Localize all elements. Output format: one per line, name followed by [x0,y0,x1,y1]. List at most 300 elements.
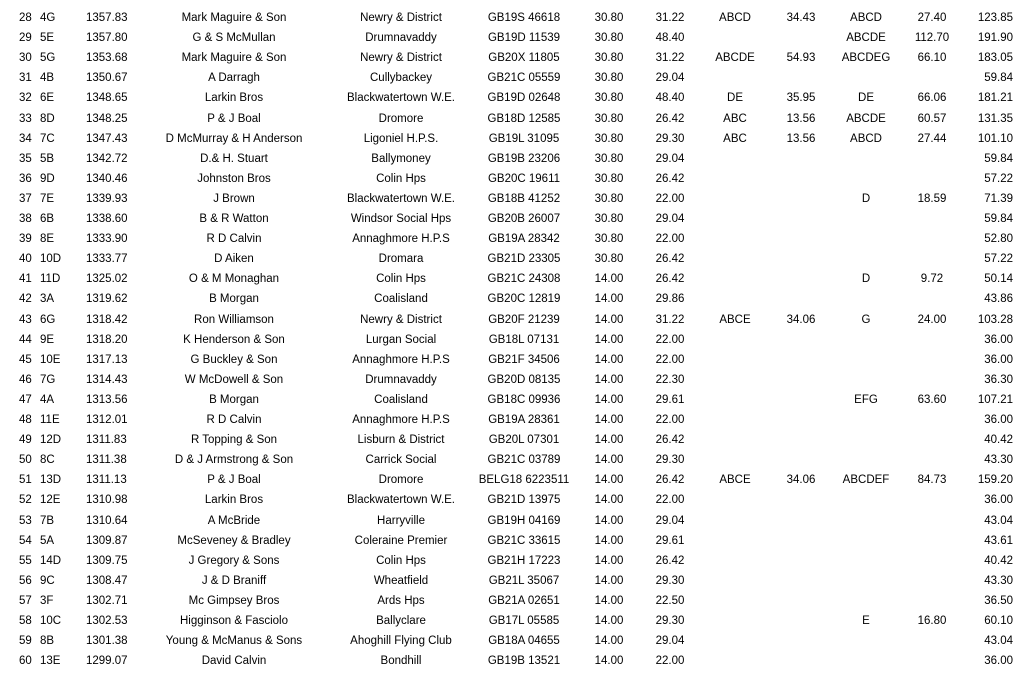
owner-cell: G Buckley & Son [190,353,278,366]
club-cell: Colin Hps [376,554,426,567]
pen-cell: 5A [40,534,55,547]
pool-b-cell: ABCD [850,132,882,145]
owner-cell: J Gregory & Sons [188,554,280,567]
pen-cell: 7C [40,132,55,145]
pool-b-amount-cell: 63.60 [917,393,947,406]
position-cell: 52 [19,494,32,507]
pool-a-amount-cell: 35.95 [786,92,816,105]
position-cell: 41 [19,273,32,286]
club-cell: Dromara [378,253,424,266]
pen-cell: 5B [40,152,55,165]
prize2-cell: 31.22 [655,313,685,326]
ring-cell: GB17L 05585 [488,615,560,627]
position-cell: 59 [19,635,32,648]
prize2-cell: 22.50 [655,594,685,607]
position-cell: 44 [19,333,32,346]
velocity-cell: 1338.60 [86,213,128,225]
pool-a-amount-cell: 13.56 [786,112,816,125]
pen-cell: 11D [40,273,61,286]
table-row [0,511,1034,531]
owner-cell: Larkin Bros [204,92,264,105]
owner-cell: Mark Maguire & Son [181,52,287,65]
prize2-cell: 29.04 [655,514,685,527]
position-cell: 39 [19,233,32,246]
table-row [0,470,1034,490]
position-cell: 32 [19,92,32,105]
prize2-cell: 48.40 [655,92,685,105]
owner-cell: A McBride [207,514,261,527]
owner-cell: P & J Boal [207,112,261,125]
ring-cell: GB19B 13521 [487,655,561,668]
prize2-cell: 29.04 [655,152,685,165]
prize-cell: 14.00 [594,414,624,426]
total-cell: 191.90 [977,32,1013,45]
club-cell: Coalisland [374,393,428,406]
velocity-cell: 1309.87 [86,534,128,547]
table-row [0,591,1034,611]
total-cell: 183.05 [977,52,1013,65]
prize2-cell: 22.00 [655,494,685,507]
club-cell: Newry & District [360,313,442,326]
owner-cell: D McMurray & H Anderson [165,132,303,145]
pool-b-amount-cell: 66.10 [917,52,947,65]
prize2-cell: 29.04 [655,635,685,648]
prize-cell: 14.00 [594,313,624,326]
position-cell: 50 [19,454,32,467]
prize2-cell: 29.30 [655,454,685,467]
velocity-cell: 1317.13 [86,353,128,366]
ring-cell: GB18D 12585 [487,112,561,125]
ring-cell: GB18A 04655 [488,635,560,648]
total-cell: 43.30 [984,574,1013,587]
pen-cell: 8E [40,233,55,246]
position-cell: 58 [19,615,32,627]
club-cell: Newry & District [360,52,442,65]
total-cell: 43.61 [984,534,1013,547]
prize2-cell: 29.30 [655,615,685,627]
ring-cell: GB21F 34506 [488,353,560,366]
prize-cell: 30.80 [594,92,624,105]
velocity-cell: 1310.64 [86,514,128,527]
owner-cell: Larkin Bros [204,494,264,507]
position-cell: 40 [19,253,32,266]
total-cell: 43.04 [984,514,1013,527]
position-cell: 45 [19,353,32,366]
prize2-cell: 26.42 [655,474,685,487]
owner-cell: P & J Boal [207,474,261,487]
position-cell: 49 [19,434,32,447]
velocity-cell: 1350.67 [86,72,128,85]
total-cell: 40.42 [984,554,1013,567]
velocity-cell: 1333.77 [86,253,128,266]
owner-cell: J Brown [213,192,255,205]
position-cell: 57 [19,594,32,607]
total-cell: 36.50 [984,594,1013,607]
pool-b-cell: D [861,192,871,205]
prize2-cell: 22.00 [655,333,685,346]
club-cell: Ahoghill Flying Club [350,635,452,648]
total-cell: 43.86 [984,293,1013,306]
ring-cell: GB21C 24308 [487,273,561,286]
velocity-cell: 1314.43 [86,373,128,386]
velocity-cell: 1333.90 [86,233,128,246]
prize-cell: 14.00 [594,615,624,627]
ring-cell: GB19H 04169 [487,514,561,527]
owner-cell: W McDowell & Son [184,373,284,386]
velocity-cell: 1340.46 [86,172,128,185]
owner-cell: Higginson & Fasciolo [179,615,289,627]
prize2-cell: 26.42 [655,434,685,447]
velocity-cell: 1325.02 [86,273,128,286]
velocity-cell: 1309.75 [86,554,128,567]
position-cell: 34 [19,132,32,145]
velocity-cell: 1308.47 [86,574,128,587]
ring-cell: GB20L 07301 [488,434,560,447]
ring-cell: GB19A 28342 [488,233,560,246]
table-row [0,330,1034,350]
pen-cell: 13E [40,655,61,668]
owner-cell: J & D Braniff [201,574,267,587]
club-cell: Ballyclare [376,615,426,627]
prize-cell: 30.80 [594,213,624,225]
table-row [0,149,1034,169]
total-cell: 60.10 [984,615,1013,627]
prize-cell: 14.00 [594,273,624,286]
table-row [0,109,1034,129]
prize2-cell: 22.00 [655,353,685,366]
pool-a-cell: ABC [723,112,747,125]
ring-cell: GB19S 46618 [487,12,561,24]
pen-cell: 4B [40,72,55,85]
pool-b-amount-cell: 16.80 [917,615,947,627]
club-cell: Lurgan Social [365,333,437,346]
pen-cell: 10D [40,253,62,266]
total-cell: 36.00 [984,414,1013,426]
pen-cell: 6B [40,213,55,225]
pool-b-cell: EFG [854,393,878,406]
velocity-cell: 1342.72 [86,152,128,165]
pool-a-cell: ABCDE [715,52,755,65]
pool-a-amount-cell: 34.06 [786,474,816,487]
total-cell: 43.04 [984,635,1013,648]
ring-cell: GB20D 08135 [487,373,561,386]
pen-cell: 12D [40,434,62,447]
velocity-cell: 1347.43 [86,132,128,145]
table-row [0,209,1034,229]
table-row [0,249,1034,269]
velocity-cell: 1301.38 [86,635,128,648]
position-cell: 46 [19,373,32,386]
club-cell: Drumnavaddy [365,32,437,45]
club-cell: Newry & District [360,12,442,24]
pool-b-cell: G [861,313,871,326]
owner-cell: A Darragh [208,72,260,85]
prize2-cell: 29.61 [655,393,685,406]
prize-cell: 14.00 [594,534,624,547]
club-cell: Drumnavaddy [365,373,437,386]
table-row [0,310,1034,330]
owner-cell: B Morgan [209,393,259,406]
position-cell: 42 [19,293,32,306]
pen-cell: 8D [40,112,55,125]
total-cell: 59.84 [984,72,1013,85]
table-row [0,450,1034,470]
table-row [0,289,1034,309]
owner-cell: R D Calvin [206,414,262,426]
total-cell: 59.84 [984,152,1013,165]
total-cell: 43.30 [984,454,1013,467]
pool-b-amount-cell: 24.00 [917,313,947,326]
position-cell: 36 [19,172,32,185]
pen-cell: 9E [40,333,55,346]
table-row [0,390,1034,410]
total-cell: 52.80 [984,233,1013,246]
table-row [0,531,1034,551]
table-row [0,490,1034,510]
ring-cell: GB19D 11539 [487,32,561,45]
position-cell: 37 [19,192,32,205]
prize2-cell: 22.00 [655,192,685,205]
ring-cell: GB18L 07131 [488,333,560,346]
ring-cell: GB21C 05559 [487,72,561,85]
prize-cell: 14.00 [594,373,624,386]
position-cell: 28 [19,12,32,24]
pen-cell: 3F [40,594,54,607]
owner-cell: B Morgan [209,293,259,306]
pen-cell: 7B [40,514,55,527]
pool-b-cell: ABCDE [846,32,886,45]
prize2-cell: 29.86 [655,293,685,306]
prize2-cell: 29.61 [655,534,685,547]
prize-cell: 14.00 [594,635,624,648]
prize-cell: 30.80 [594,132,624,145]
owner-cell: D Aiken [214,253,254,266]
club-cell: Coleraine Premier [354,534,448,547]
ring-cell: GB21L 35067 [488,574,560,587]
position-cell: 33 [19,112,32,125]
velocity-cell: 1311.83 [86,434,127,447]
club-cell: Dromore [378,112,424,125]
pool-a-cell: ABC [723,132,747,145]
table-row [0,651,1034,671]
pen-cell: 10C [40,615,62,627]
total-cell: 101.10 [977,132,1013,145]
prize2-cell: 26.42 [655,273,685,286]
pool-b-cell: E [862,615,870,627]
owner-cell: Mc Gimpsey Bros [188,594,280,607]
pen-cell: 9C [40,574,55,587]
ring-cell: BELG18 6223511 [478,474,570,487]
prize-cell: 30.80 [594,32,624,45]
club-cell: Ards Hps [377,594,425,607]
ring-cell: GB20C 12819 [487,293,561,306]
prize-cell: 14.00 [594,293,624,306]
total-cell: 40.42 [984,434,1013,447]
prize-cell: 30.80 [594,12,624,24]
prize-cell: 30.80 [594,172,624,185]
prize2-cell: 26.42 [655,253,685,266]
club-cell: Cullybackey [370,72,432,85]
pool-b-cell: ABCDEF [842,474,890,487]
ring-cell: GB20X 11805 [488,52,560,65]
position-cell: 31 [19,72,32,85]
owner-cell: Johnston Bros [197,172,271,185]
prize-cell: 30.80 [594,52,624,65]
pen-cell: 14D [40,554,62,567]
velocity-cell: 1310.98 [86,494,128,507]
ring-cell: GB19A 28361 [488,414,560,426]
club-cell: Colin Hps [376,172,426,185]
owner-cell: K Henderson & Son [183,333,285,346]
pool-b-cell: DE [858,92,874,105]
table-row [0,229,1034,249]
table-row [0,28,1034,48]
velocity-cell: 1318.20 [86,333,128,346]
ring-cell: GB19B 23206 [487,152,561,165]
club-cell: Ligoniel H.P.S. [363,132,439,145]
table-row [0,631,1034,651]
velocity-cell: 1311.38 [86,454,127,467]
club-cell: Carrick Social [365,454,437,467]
pen-cell: 8B [40,635,55,648]
pool-b-amount-cell: 27.44 [917,132,947,145]
prize2-cell: 48.40 [655,32,685,45]
ring-cell: GB19L 31095 [488,132,560,145]
prize2-cell: 29.30 [655,132,685,145]
prize-cell: 14.00 [594,514,624,527]
velocity-cell: 1299.07 [86,655,128,668]
prize-cell: 14.00 [594,434,624,447]
prize2-cell: 22.00 [655,655,685,668]
prize2-cell: 29.04 [655,72,685,85]
velocity-cell: 1348.25 [86,112,128,125]
owner-cell: David Calvin [201,655,267,668]
pool-b-amount-cell: 9.72 [920,273,944,286]
pen-cell: 4G [40,12,56,24]
position-cell: 30 [19,52,32,65]
total-cell: 36.00 [984,655,1013,668]
club-cell: Dromore [378,474,424,487]
velocity-cell: 1339.93 [86,192,128,205]
pen-cell: 5E [40,32,55,45]
pool-a-amount-cell: 13.56 [786,132,816,145]
pool-b-amount-cell: 84.73 [917,474,947,487]
club-cell: Colin Hps [376,273,426,286]
prize-cell: 14.00 [594,655,624,668]
ring-cell: GB18C 09936 [487,393,561,406]
prize-cell: 30.80 [594,233,624,246]
pen-cell: 12E [40,494,61,507]
velocity-cell: 1318.42 [86,313,128,326]
ring-cell: GB21C 33615 [487,534,561,547]
ring-cell: GB21D 13975 [487,494,561,507]
velocity-cell: 1302.71 [86,594,128,607]
pool-a-cell: ABCE [719,313,751,326]
pool-b-amount-cell: 60.57 [917,112,947,125]
pen-cell: 4A [40,393,55,406]
prize-cell: 14.00 [594,333,624,346]
table-row [0,129,1034,149]
ring-cell: GB20F 21239 [488,313,560,326]
owner-cell: R Topping & Son [190,434,278,447]
table-row [0,370,1034,390]
ring-cell: GB20B 26007 [487,213,561,225]
ring-cell: GB19D 02648 [487,92,561,105]
owner-cell: D.& H. Stuart [200,152,268,165]
pool-b-amount-cell: 18.59 [917,192,947,205]
pen-cell: 10E [40,353,61,366]
prize-cell: 30.80 [594,152,624,165]
club-cell: Annaghmore H.P.S [352,414,450,426]
prize-cell: 14.00 [594,353,624,366]
ring-cell: GB21D 23305 [487,253,561,266]
prize2-cell: 26.42 [655,172,685,185]
table-row [0,410,1034,430]
prize-cell: 30.80 [594,192,624,205]
ring-cell: GB21A 02651 [488,594,560,607]
pool-a-amount-cell: 54.93 [786,52,816,65]
prize2-cell: 22.00 [655,414,685,426]
pen-cell: 7G [40,373,56,386]
position-cell: 51 [19,474,32,487]
total-cell: 36.30 [984,373,1013,386]
pool-b-cell: ABCDE [846,112,886,125]
table-row [0,68,1034,88]
table-row [0,571,1034,591]
club-cell: Windsor Social Hps [350,213,452,225]
pen-cell: 6E [40,92,55,105]
club-cell: Bondhill [380,655,422,668]
pool-a-amount-cell: 34.43 [786,12,816,24]
total-cell: 57.22 [984,172,1013,185]
total-cell: 36.00 [984,353,1013,366]
velocity-cell: 1348.65 [86,92,128,105]
club-cell: Blackwatertown W.E. [346,92,456,105]
prize2-cell: 29.04 [655,213,685,225]
pool-b-amount-cell: 27.40 [917,12,947,24]
prize-cell: 14.00 [594,393,624,406]
owner-cell: Mark Maguire & Son [181,12,287,24]
velocity-cell: 1302.53 [86,615,128,627]
club-cell: Ballymoney [371,152,431,165]
pen-cell: 11E [40,414,60,426]
table-row [0,611,1034,631]
total-cell: 159.20 [977,474,1013,487]
table-row [0,269,1034,289]
owner-cell: O & M Monaghan [188,273,280,286]
club-cell: Coalisland [374,293,428,306]
pen-cell: 5G [40,52,56,65]
prize2-cell: 31.22 [655,52,685,65]
club-cell: Lisburn & District [357,434,445,447]
pool-b-cell: ABCD [850,12,882,24]
table-row [0,430,1034,450]
table-row [0,169,1034,189]
club-cell: Harryville [377,514,425,527]
total-cell: 59.84 [984,213,1013,225]
total-cell: 107.21 [977,393,1013,406]
club-cell: Blackwatertown W.E. [346,192,456,205]
pool-a-cell: ABCE [719,474,751,487]
table-row [0,8,1034,28]
ring-cell: GB21H 17223 [487,554,561,567]
prize-cell: 14.00 [594,594,624,607]
owner-cell: B & R Watton [199,213,269,225]
ring-cell: GB21C 03789 [487,454,561,467]
velocity-cell: 1312.01 [86,414,128,426]
club-cell: Blackwatertown W.E. [346,494,456,507]
owner-cell: McSeveney & Bradley [177,534,291,547]
